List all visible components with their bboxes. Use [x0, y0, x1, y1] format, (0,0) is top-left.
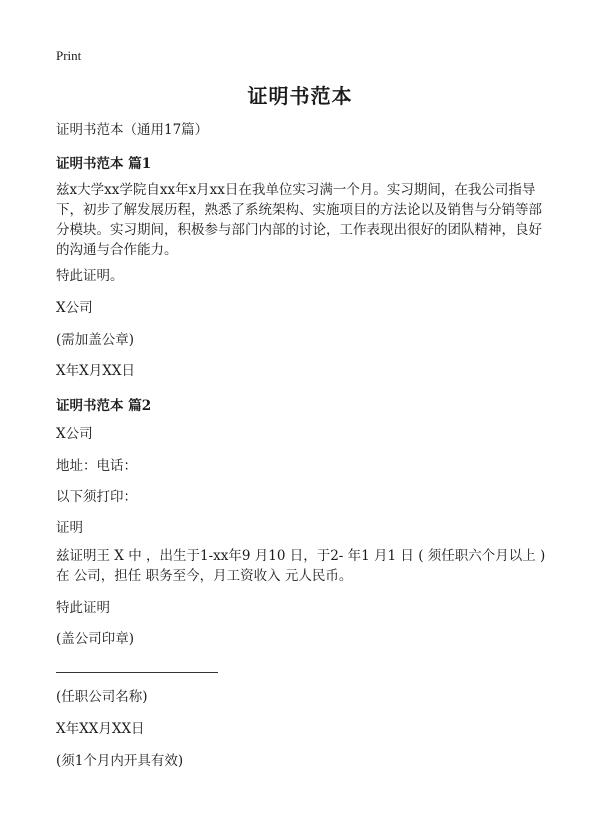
section2-body: 兹证明王 X 中 ，出生于1-xx年9 月10 日，于2- 年1 月1 日 ( 须任职六个月以上 ) 在 公司，担任 职务至今，月工资收入 元人民币。 [56, 548, 546, 584]
document-subtitle: 证明书范本（通用17篇） [56, 122, 209, 138]
section1-body: 兹x大学xx学院自xx年x月xx日在我单位实习满一个月。实习期间，在我公司指导下，初步了解发展历程，熟悉了系统架构、实施项目的方法论以及销售与分销等部分模块。实习期间，积极参与部门内部的讨论，工作表现出很好的团队精神，良好的沟通与合作能力。 [56, 182, 542, 258]
section1-date: X年X月XX日 [56, 363, 135, 379]
section2-validity: (须1个月内开具有效) [56, 753, 184, 769]
section2-cert-label: 证明 [56, 520, 83, 536]
section2-print-below: 以下须打印： [56, 489, 137, 505]
print-label: Print [56, 48, 82, 63]
section2-date: X年XX月XX日 [56, 721, 145, 737]
section2-company: X公司 [56, 426, 93, 442]
section2-address-phone: 地址：电话： [56, 458, 137, 474]
section1-seal-note: (需加盖公章) [56, 332, 135, 348]
signature-line [56, 672, 218, 673]
section1-company: X公司 [56, 300, 93, 316]
section2-certify: 特此证明 [56, 600, 110, 616]
document-title: 证明书范本 [247, 84, 353, 108]
section1-certify: 特此证明。 [56, 268, 124, 284]
section2-seal-note: (盖公司印章) [56, 631, 135, 647]
section2-heading: 证明书范本 篇2 [56, 398, 152, 414]
section1-heading: 证明书范本 篇1 [56, 156, 152, 172]
section2-company-name: (任职公司名称) [56, 689, 148, 705]
